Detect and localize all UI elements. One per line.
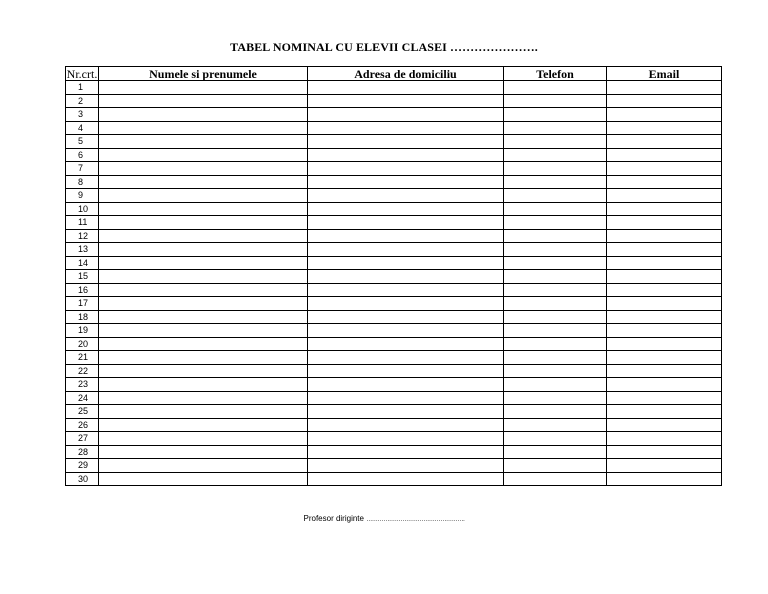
header-name: Numele si prenumele — [99, 67, 308, 81]
header-email: Email — [607, 67, 722, 81]
table-body — [66, 81, 722, 486]
name-cell[interactable] — [99, 216, 308, 230]
name-cell[interactable] — [99, 432, 308, 446]
name-cell[interactable] — [99, 405, 308, 419]
footer-label: Profesor diriginte — [303, 514, 364, 523]
address-cell[interactable] — [308, 216, 504, 230]
address-cell[interactable] — [308, 243, 504, 257]
row-number: 13 — [66, 243, 99, 257]
name-cell[interactable] — [99, 364, 308, 378]
row-number: 25 — [66, 405, 99, 419]
name-cell[interactable] — [99, 351, 308, 365]
name-cell[interactable] — [99, 459, 308, 473]
table-row — [66, 256, 722, 270]
table-row — [66, 310, 722, 324]
phone-cell[interactable] — [504, 364, 607, 378]
row-number: 6 — [66, 148, 99, 162]
name-cell[interactable] — [99, 256, 308, 270]
name-cell[interactable] — [99, 391, 308, 405]
address-cell[interactable] — [308, 405, 504, 419]
row-number: 15 — [66, 270, 99, 284]
address-cell[interactable] — [308, 445, 504, 459]
phone-cell[interactable] — [504, 418, 607, 432]
table-header-row — [66, 67, 722, 81]
phone-cell[interactable] — [504, 405, 607, 419]
email-cell[interactable] — [607, 256, 722, 270]
address-cell[interactable] — [308, 432, 504, 446]
email-cell[interactable] — [607, 175, 722, 189]
student-roster-table — [65, 66, 722, 486]
phone-cell[interactable] — [504, 202, 607, 216]
phone-cell[interactable] — [504, 121, 607, 135]
row-number: 9 — [66, 189, 99, 203]
table-row — [66, 216, 722, 230]
name-cell[interactable] — [99, 324, 308, 338]
email-cell[interactable] — [607, 148, 722, 162]
table-row — [66, 148, 722, 162]
address-cell[interactable] — [308, 459, 504, 473]
email-cell[interactable] — [607, 243, 722, 257]
address-cell[interactable] — [308, 270, 504, 284]
table-row — [66, 202, 722, 216]
header-address: Adresa de domiciliu — [308, 67, 504, 81]
email-cell[interactable] — [607, 405, 722, 419]
phone-cell[interactable] — [504, 270, 607, 284]
email-cell[interactable] — [607, 472, 722, 486]
address-cell[interactable] — [308, 202, 504, 216]
table-row — [66, 283, 722, 297]
document-title: TABEL NOMINAL CU ELEVII CLASEI …………………. — [230, 40, 538, 54]
address-cell[interactable] — [308, 310, 504, 324]
row-number: 26 — [66, 418, 99, 432]
name-cell[interactable] — [99, 310, 308, 324]
phone-cell[interactable] — [504, 472, 607, 486]
address-cell[interactable] — [308, 81, 504, 95]
address-cell[interactable] — [308, 324, 504, 338]
name-cell[interactable] — [99, 121, 308, 135]
email-cell[interactable] — [607, 81, 722, 95]
address-cell[interactable] — [308, 378, 504, 392]
footer-dots: ……………………………………………. — [366, 517, 465, 523]
phone-cell[interactable] — [504, 162, 607, 176]
email-cell[interactable] — [607, 432, 722, 446]
address-cell[interactable] — [308, 418, 504, 432]
homeroom-teacher-signature-line — [0, 514, 768, 523]
phone-cell[interactable] — [504, 216, 607, 230]
row-number: 20 — [66, 337, 99, 351]
email-cell[interactable] — [607, 121, 722, 135]
email-cell[interactable] — [607, 162, 722, 176]
address-cell[interactable] — [308, 364, 504, 378]
name-cell[interactable] — [99, 94, 308, 108]
phone-cell[interactable] — [504, 256, 607, 270]
row-number: 22 — [66, 364, 99, 378]
phone-cell[interactable] — [504, 81, 607, 95]
email-cell[interactable] — [607, 297, 722, 311]
name-cell[interactable] — [99, 189, 308, 203]
email-cell[interactable] — [607, 391, 722, 405]
table-row — [66, 391, 722, 405]
address-cell[interactable] — [308, 94, 504, 108]
table-row — [66, 351, 722, 365]
phone-cell[interactable] — [504, 351, 607, 365]
table-row — [66, 162, 722, 176]
email-cell[interactable] — [607, 202, 722, 216]
phone-cell[interactable] — [504, 148, 607, 162]
row-number: 21 — [66, 351, 99, 365]
email-cell[interactable] — [607, 189, 722, 203]
name-cell[interactable] — [99, 202, 308, 216]
table-row — [66, 243, 722, 257]
phone-cell[interactable] — [504, 324, 607, 338]
address-cell[interactable] — [308, 148, 504, 162]
row-number: 3 — [66, 108, 99, 122]
email-cell[interactable] — [607, 364, 722, 378]
name-cell[interactable] — [99, 270, 308, 284]
table-row — [66, 189, 722, 203]
address-cell[interactable] — [308, 391, 504, 405]
phone-cell[interactable] — [504, 94, 607, 108]
email-cell[interactable] — [607, 310, 722, 324]
row-number: 2 — [66, 94, 99, 108]
address-cell[interactable] — [308, 256, 504, 270]
row-number: 1 — [66, 81, 99, 95]
row-number: 11 — [66, 216, 99, 230]
email-cell[interactable] — [607, 324, 722, 338]
row-number: 10 — [66, 202, 99, 216]
address-cell[interactable] — [308, 472, 504, 486]
row-number: 30 — [66, 472, 99, 486]
address-cell[interactable] — [308, 229, 504, 243]
phone-cell[interactable] — [504, 189, 607, 203]
email-cell[interactable] — [607, 459, 722, 473]
phone-cell[interactable] — [504, 135, 607, 149]
address-cell[interactable] — [308, 337, 504, 351]
row-number: 4 — [66, 121, 99, 135]
name-cell[interactable] — [99, 135, 308, 149]
table-row — [66, 108, 722, 122]
email-cell[interactable] — [607, 418, 722, 432]
name-cell[interactable] — [99, 108, 308, 122]
address-cell[interactable] — [308, 162, 504, 176]
row-number: 28 — [66, 445, 99, 459]
email-cell[interactable] — [607, 108, 722, 122]
row-number: 5 — [66, 135, 99, 149]
header-phone: Telefon — [504, 67, 607, 81]
table-row — [66, 472, 722, 486]
address-cell[interactable] — [308, 135, 504, 149]
table-row — [66, 135, 722, 149]
phone-cell[interactable] — [504, 229, 607, 243]
phone-cell[interactable] — [504, 243, 607, 257]
phone-cell[interactable] — [504, 337, 607, 351]
email-cell[interactable] — [607, 445, 722, 459]
name-cell[interactable] — [99, 337, 308, 351]
row-number: 7 — [66, 162, 99, 176]
phone-cell[interactable] — [504, 391, 607, 405]
name-cell[interactable] — [99, 162, 308, 176]
table-row — [66, 94, 722, 108]
address-cell[interactable] — [308, 297, 504, 311]
table-row — [66, 378, 722, 392]
name-cell[interactable] — [99, 81, 308, 95]
email-cell[interactable] — [607, 216, 722, 230]
address-cell[interactable] — [308, 283, 504, 297]
row-number: 19 — [66, 324, 99, 338]
name-cell[interactable] — [99, 229, 308, 243]
phone-cell[interactable] — [504, 297, 607, 311]
email-cell[interactable] — [607, 94, 722, 108]
phone-cell[interactable] — [504, 432, 607, 446]
address-cell[interactable] — [308, 175, 504, 189]
phone-cell[interactable] — [504, 310, 607, 324]
table-row — [66, 270, 722, 284]
email-cell[interactable] — [607, 229, 722, 243]
row-number: 12 — [66, 229, 99, 243]
table-row — [66, 405, 722, 419]
row-number: 29 — [66, 459, 99, 473]
phone-cell[interactable] — [504, 378, 607, 392]
row-number: 24 — [66, 391, 99, 405]
address-cell[interactable] — [308, 189, 504, 203]
table-row — [66, 324, 722, 338]
table-row — [66, 121, 722, 135]
row-number: 17 — [66, 297, 99, 311]
name-cell[interactable] — [99, 472, 308, 486]
row-number: 14 — [66, 256, 99, 270]
table-row — [66, 81, 722, 95]
address-cell[interactable] — [308, 121, 504, 135]
table-row — [66, 364, 722, 378]
row-number: 18 — [66, 310, 99, 324]
name-cell[interactable] — [99, 297, 308, 311]
address-cell[interactable] — [308, 351, 504, 365]
email-cell[interactable] — [607, 378, 722, 392]
row-number: 27 — [66, 432, 99, 446]
email-cell[interactable] — [607, 135, 722, 149]
table-row — [66, 175, 722, 189]
header-nr-crt: Nr.crt. — [66, 66, 98, 81]
name-cell[interactable] — [99, 243, 308, 257]
phone-cell[interactable] — [504, 459, 607, 473]
table-row — [66, 297, 722, 311]
phone-cell[interactable] — [504, 445, 607, 459]
name-cell[interactable] — [99, 175, 308, 189]
table-row — [66, 445, 722, 459]
name-cell[interactable] — [99, 148, 308, 162]
email-cell[interactable] — [607, 351, 722, 365]
phone-cell[interactable] — [504, 108, 607, 122]
phone-cell[interactable] — [504, 175, 607, 189]
table-row — [66, 229, 722, 243]
email-cell[interactable] — [607, 270, 722, 284]
table-row — [66, 459, 722, 473]
name-cell[interactable] — [99, 378, 308, 392]
row-number: 16 — [66, 283, 99, 297]
table-row — [66, 432, 722, 446]
table-row — [66, 337, 722, 351]
name-cell[interactable] — [99, 418, 308, 432]
row-number: 23 — [66, 378, 99, 392]
table-row — [66, 418, 722, 432]
row-number: 8 — [66, 175, 99, 189]
email-cell[interactable] — [607, 283, 722, 297]
name-cell[interactable] — [99, 283, 308, 297]
name-cell[interactable] — [99, 445, 308, 459]
phone-cell[interactable] — [504, 283, 607, 297]
email-cell[interactable] — [607, 337, 722, 351]
address-cell[interactable] — [308, 108, 504, 122]
